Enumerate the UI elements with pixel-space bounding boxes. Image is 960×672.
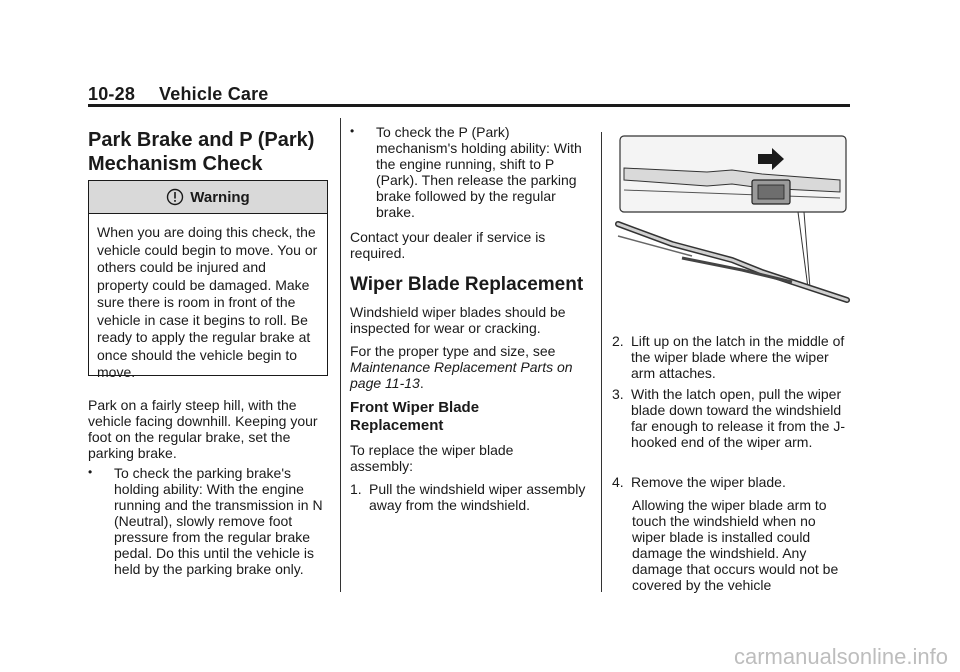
section-heading: Wiper Blade Replacement <box>350 274 584 295</box>
numbered-step <box>612 474 852 490</box>
paragraph-text: For the proper type and size, see <box>350 343 556 359</box>
bullet-text: To check the P (Park) mechanism's holding ability: With the engine running, shift to P (Park). Then release the parking brake followed by the regular brake. <box>376 124 582 220</box>
bullet-item <box>350 124 586 220</box>
header-rule <box>88 104 850 107</box>
section-heading: Park Brake and P (Park) Mechanism Check <box>88 129 315 175</box>
paragraph <box>350 343 590 391</box>
numbered-step <box>612 386 852 450</box>
step-number: 1. <box>350 481 362 497</box>
paragraph: Windshield wiper blades should be inspected for wear or cracking. <box>350 304 566 336</box>
step-number: 3. <box>612 386 624 402</box>
warning-box <box>88 180 328 380</box>
column-divider <box>340 118 341 592</box>
bullet-icon: • <box>88 465 93 479</box>
warning-title: Warning <box>190 188 250 206</box>
paragraph-text: . <box>419 375 424 391</box>
bullet-item <box>88 465 328 577</box>
watermark: carmanualsonline.info <box>733 644 948 669</box>
warning-icon <box>166 188 184 206</box>
warning-text: When you are doing this check, the vehicle could begin to move. You or others could be injured and property could be damaged. Make sure there is room in front of the vehicle in case it begins to roll. Be ready to apply the regular brake at once should the vehicle begin to move. <box>97 224 318 380</box>
page-header <box>88 84 269 105</box>
subheading: Front Wiper Blade Replacement <box>350 399 480 434</box>
step-text: Pull the windshield wiper assembly away from the windshield. <box>369 481 586 513</box>
cross-reference-link[interactable]: Maintenance Replacement Parts on page 11-13 <box>350 359 573 391</box>
step-number: 2. <box>612 333 624 349</box>
step-text: Remove the wiper blade. <box>631 474 786 490</box>
numbered-step <box>612 333 852 381</box>
latch-center <box>758 185 784 199</box>
step-text: Lift up on the latch in the middle of the wiper blade where the wiper arm attaches. <box>631 333 845 381</box>
warning-header <box>89 181 327 214</box>
paragraph: Contact your dealer if service is required. <box>350 229 546 261</box>
step-note: Allowing the wiper blade arm to touch the windshield when no wiper blade is installed could damage the windshield. Any damage that occurs would not be covered by the vehicle <box>632 497 839 593</box>
paragraph: Park on a fairly steep hill, with the vehicle facing downhill. Keeping your foot on the regular brake, set the parking brake. <box>88 397 318 461</box>
wiper-blade-illustration <box>612 132 852 312</box>
paragraph: To replace the wiper blade assembly: <box>350 442 514 474</box>
step-text: With the latch open, pull the wiper blade down toward the windshield far enough to release it from the J-hooked end of the wiper arm. <box>631 386 845 450</box>
column-divider <box>601 132 602 592</box>
page-number: 10-28 <box>88 84 136 104</box>
bullet-text: To check the parking brake's holding ability: With the engine running and the transmission in N (Neutral), slowly remove foot pressure from the regular brake pedal. Do this until the vehicle is held by the parking brake only. <box>114 465 323 577</box>
step-number: 4. <box>612 474 624 490</box>
section-title: Vehicle Care <box>159 84 269 104</box>
bullet-icon: • <box>350 124 355 138</box>
numbered-step <box>350 481 586 513</box>
